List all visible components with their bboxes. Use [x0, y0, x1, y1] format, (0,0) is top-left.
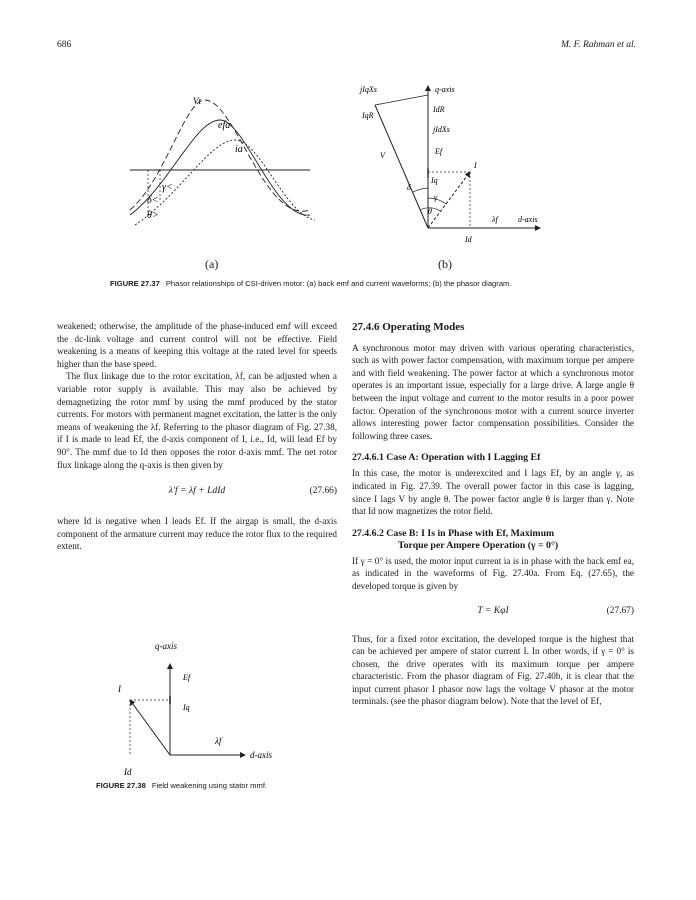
- section-27-4-6-title: 27.4.6 Operating Modes: [352, 321, 465, 333]
- jiqx-label: jIqXs: [360, 85, 377, 94]
- iq-label-38: Iq: [183, 703, 190, 712]
- iqr-label: IqR: [362, 111, 374, 120]
- id-label-b: Id: [465, 235, 472, 244]
- left-column: [57, 320, 337, 553]
- subsection-27-4-6-1-title: 27.4.6.1 Case A: Operation with I Lagging Ef: [352, 452, 541, 464]
- page-number: 686: [57, 40, 72, 50]
- figure-27-37-caption-text: Phasor relationships of CSI-driven motor: (a) back emf and current waveforms; (b) the phasor diagram.: [165, 279, 512, 288]
- d-axis-label-38: d-axis: [250, 750, 272, 760]
- right-column: [352, 321, 634, 708]
- right-paragraph-2: In this case, the motor is underexcited and I lags Ef, by an angle γ, as indicated in Fig. 27.39. The overall power factor in this case is lagging, since I lags V by angle θ. The power factor angle θ is larger than γ. Note that Id now magnetizes the rotor field.: [352, 468, 634, 517]
- figure-27-38-caption-text: Field weakening using stator mmf.: [151, 781, 268, 790]
- equation-27-66-formula: λ′f = λf + LdId: [168, 485, 226, 497]
- i-label-b: I: [474, 161, 477, 170]
- figure-27-38-caption: [96, 781, 356, 790]
- id-label-38: Id: [124, 767, 132, 777]
- v-label: V: [380, 151, 385, 160]
- subsection-27-4-6-2-title-line2: Torque per Ampere Operation (γ = 0°): [398, 539, 559, 551]
- equation-27-67-number: (27.67): [606, 605, 634, 616]
- figure-27-37-sublabel-b: (b): [438, 257, 452, 271]
- iq-label-b: Iq: [431, 176, 438, 185]
- gamma-label-b: γ: [434, 193, 438, 202]
- efa-label: efa: [218, 120, 231, 131]
- lambda-label-b: λf: [492, 215, 498, 224]
- q-axis-label-b: q-axis: [435, 85, 455, 94]
- left-paragraph-1: weakened; otherwise, the amplitude of the phase-induced emf will exceed the dc-link voltage and current control will not be effective. Field weakening is a means of keeping this voltage at the rated level for speeds higher than the base speed.: [57, 321, 337, 369]
- theta-label: θ>: [147, 210, 159, 221]
- left-paragraph-3: where Id is negative when I leads Ef. If the airgap is small, the d-axis component of the armature current may reduce the rotor flux to the required extent.: [57, 516, 337, 552]
- figure-27-37b-phasor-diagram: [340, 80, 570, 250]
- v-phasor: [375, 105, 428, 228]
- delta-label-b: δ: [407, 183, 411, 192]
- ia-label: ia: [235, 144, 243, 155]
- equation-27-67: [352, 605, 634, 619]
- figure-27-37a-waveforms: [125, 90, 325, 230]
- gamma-label: γ<: [162, 182, 173, 193]
- idr-label: IdR: [433, 105, 445, 114]
- i-label-38: I: [118, 684, 121, 694]
- lambda-label-38: λf: [215, 736, 222, 746]
- q-axis-label-38: q-axis: [155, 641, 177, 651]
- subsection-27-4-6-2-title: [352, 528, 634, 552]
- right-paragraph-3: If γ = 0° is used, the motor input current ia is in phase with the back emf ea, as indicated in the waveforms of Fig. 27.40a. From Eq. (27.65), the developed torque is given by: [352, 555, 634, 591]
- equation-27-66: [57, 485, 337, 499]
- figure-27-38-caption-label: FIGURE 27.38: [96, 781, 146, 790]
- i-phasor-38: [130, 700, 170, 755]
- figure-27-37-caption: [110, 279, 610, 288]
- vt-label: Vt: [193, 96, 201, 106]
- figure-27-37-caption-label: FIGURE 27.37: [110, 279, 160, 288]
- figure-27-37-sublabel-a: (a): [205, 257, 219, 271]
- left-paragraph-2: The flux linkage due to the rotor excitation, λf, can be adjusted when a variable rotor supply is available. This may also be achieved by demagnetizing the rotor mmf by using the mmf produced by the stator currents. For motors with permanent magnet excitation, the latter is the only means of weakening the λf. Referring to the phasor diagram of Fig. 27.38, if I is made to lead Ef, the d-axis component of I, i.e., Id, will lead Ef by 90°. The mmf due to Id then opposes the rotor d-axis mmf. The net rotor flux linkage along the q-axis is then given by: [57, 371, 337, 470]
- right-paragraph-1: A synchronous motor may driven with various operating characteristics, such as with power factor compensation, with maximum torque per ampere and with field weakening. The power factor at which a synchronous motor operates is an important issue, especially for a large drive. A large angle θ between the input voltage and current to the motor results in a poor power factor. Operation of the synchronous motor with a current source inverter allows interesting power factor compensation possibilities. Consider the following three cases.: [352, 342, 634, 441]
- jidx-label: jIdXs: [433, 125, 450, 134]
- d-axis-label-b: d-axis: [518, 215, 538, 224]
- ef-label-b: Ef: [435, 147, 443, 156]
- theta-label-b: θ: [428, 207, 432, 216]
- ef-label-38: Ef: [183, 673, 191, 682]
- right-paragraph-4: Thus, for a fixed rotor excitation, the developed torque is the highest that can be achieved per ampere of stator current I. In other words, if γ = 0° is chosen, the drive operates with its maximum torque per ampere characteristic. From the phasor diagram of Fig. 27.40b, it is clear that the input current phasor I phasor now lags the voltage V phasor at the motor terminals. (see the phasor diagram below). Note that the level of Ef,: [352, 633, 634, 707]
- delta-label: δ<: [147, 195, 159, 206]
- equation-27-67-formula: T = KφI: [477, 604, 509, 616]
- running-title: M. F. Rahman et al.: [560, 40, 636, 50]
- figure-27-38-field-weakening: [110, 640, 310, 780]
- subsection-27-4-6-2-title-line1: 27.4.6.2 Case B: I Is in Phase with Ef, Maximum: [352, 527, 555, 539]
- equation-27-66-number: (27.66): [309, 486, 337, 497]
